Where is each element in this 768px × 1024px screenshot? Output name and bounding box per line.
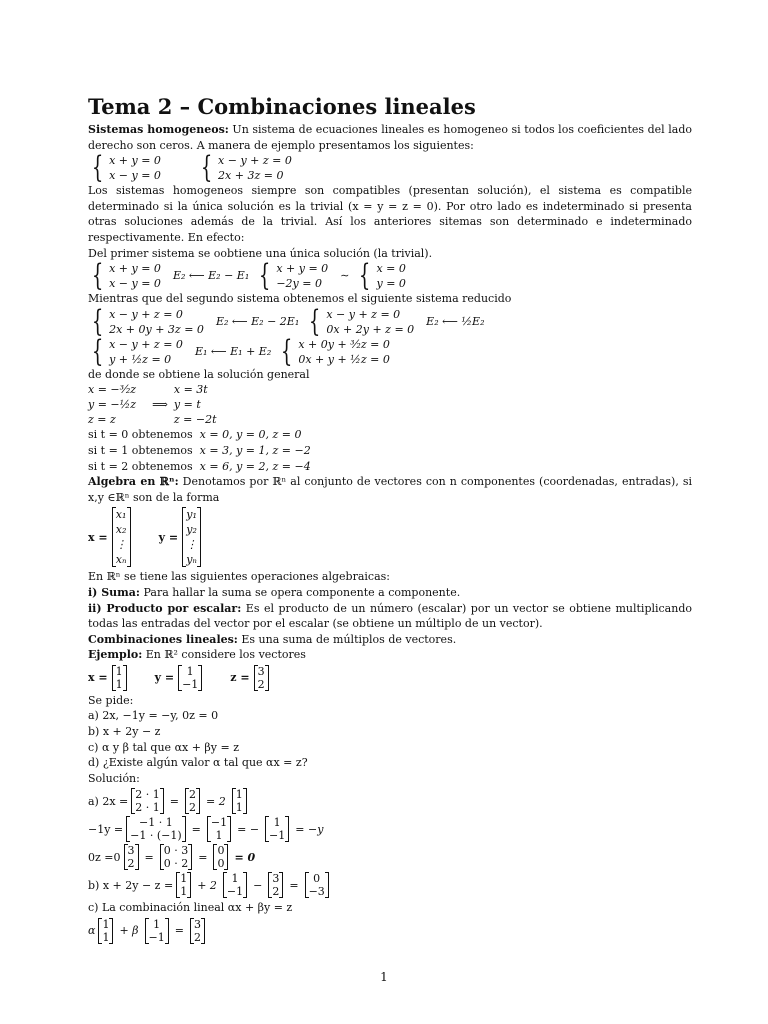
entry: 1 — [115, 664, 123, 678]
entry: 0 · 3 — [163, 844, 189, 858]
entry: 2 — [257, 677, 265, 691]
row-operation: E₁ ⟵ E₁ + E₂ — [194, 344, 272, 358]
matrix — [124, 844, 139, 870]
entry: 1 — [102, 918, 110, 932]
solution-label: Solución: — [88, 771, 140, 785]
solution-a3 — [88, 844, 692, 870]
solution-c — [88, 918, 692, 944]
system: { x − y + z = 0 0x + 2y + z = 0 — [309, 303, 415, 339]
row-operation: E₂ ⟵ E₂ − E₁ — [172, 269, 250, 283]
operations-intro: En ℝⁿ se tiene las siguientes operaciones algebraicas: — [88, 570, 390, 584]
question-b: b) x + 2y − z — [88, 725, 161, 739]
entry: 0 · 2 — [163, 857, 189, 871]
operator: + 2 — [197, 878, 217, 892]
entry: 1 — [231, 872, 239, 886]
combinations-text: Es una suma de múltiplos de vectores. — [237, 632, 457, 646]
section-label-algebra: Algebra en ℝⁿ: — [88, 475, 179, 489]
case-label: si t = 0 obtenemos — [88, 428, 193, 442]
entry: 1 — [273, 816, 281, 830]
eq: z = z — [88, 413, 116, 427]
expr: a) 2x = — [88, 794, 129, 808]
paragraph-second-system: Mientras que del segundo sistema obtenemos el siguiente sistema reducido — [88, 292, 512, 306]
entry: 0 — [217, 844, 225, 858]
eq: x = 0 — [376, 262, 406, 276]
implies-arrow: ⟹ — [152, 398, 168, 412]
entry: 1 — [235, 801, 243, 815]
entry: 1 — [153, 918, 161, 932]
matrix — [160, 844, 193, 870]
solution-a1 — [88, 788, 692, 814]
eq: y = −½z — [88, 398, 137, 412]
entry: 2 — [272, 885, 280, 899]
entry: −3 — [308, 885, 325, 899]
matrix — [213, 844, 228, 870]
vector-y — [178, 665, 202, 691]
question-a: a) 2x, −1y = −y, 0z = 0 — [88, 709, 219, 723]
paragraph-first-system: Del primer sistema se oobtiene una única solución (la trivial). — [88, 246, 433, 260]
expr: α — [88, 924, 96, 938]
sum-text: Para hallar la suma se opera componente a componente. — [139, 585, 461, 599]
scalar-text: Es el producto de un número (escalar) por un vector se obtiene multiplicando todas las entradas del vector por el escalar (se obtiene un múltiplo de un vector). — [88, 601, 692, 631]
matrix — [232, 788, 247, 814]
entry: 1 — [186, 664, 194, 678]
eq: x = 3t — [173, 383, 208, 397]
equals: = − — [237, 822, 260, 836]
case-label: si t = 2 obtenemos — [88, 459, 193, 473]
vector-z — [254, 665, 269, 691]
eq: y + ½z = 0 — [109, 352, 172, 366]
eq: y = t — [173, 398, 201, 412]
operator: − — [253, 878, 263, 892]
example-label: Ejemplo: — [88, 648, 143, 662]
vector-z-label: z = — [230, 671, 250, 685]
linear-combination-def — [88, 632, 692, 648]
matrix — [176, 872, 191, 898]
entry: x₁ — [115, 508, 127, 522]
matrix — [98, 918, 113, 944]
eq: −2y = 0 — [276, 277, 322, 291]
eq: x + y = 0 — [109, 262, 161, 276]
matrix — [268, 872, 283, 898]
entry: 2 — [127, 857, 135, 871]
entry: 2 · 1 — [135, 801, 160, 815]
entry: 3 — [272, 872, 280, 886]
entry: −1 — [182, 677, 199, 691]
entry: y₂ — [186, 523, 197, 537]
equals: = — [289, 878, 299, 892]
entry: 1 — [102, 931, 110, 945]
homogeneous-intro — [88, 122, 692, 153]
sum-label: i) Suma: — [88, 585, 140, 599]
example-vectors — [88, 665, 692, 691]
eq: x − y + z = 0 — [109, 307, 183, 321]
row-operation: E₂ ⟵ E₂ − 2E₁ — [215, 314, 300, 328]
case-value: x = 3, y = 1, z = −2 — [199, 443, 311, 457]
matrix — [207, 816, 231, 842]
system: { x − y + z = 0 2x + 0y + 3z = 0 — [91, 303, 204, 339]
vector-x-label: x = — [88, 671, 108, 685]
entry: 1 — [215, 829, 223, 843]
case-label: si t = 1 obtenemos — [88, 443, 193, 457]
section-label-combinations: Combinaciones lineales: — [88, 632, 238, 646]
entry: −1 — [226, 885, 244, 899]
algebra-intro — [88, 474, 692, 505]
entry: ⋮ — [115, 538, 127, 552]
equals: = — [169, 794, 179, 808]
entry: −1 · (−1) — [130, 829, 182, 843]
matrix — [126, 816, 186, 842]
entry: −1 — [210, 816, 228, 830]
system-a: { x + y = 0 x − y = 0 — [91, 150, 161, 186]
reduction-1 — [88, 258, 692, 294]
vector-definitions — [88, 507, 692, 567]
entry: ⋮ — [186, 538, 198, 552]
eq: x + y = 0 — [276, 262, 329, 276]
entry: 2 — [193, 931, 201, 945]
eq: z = −2t — [173, 413, 217, 427]
eq: x − y + z = 0 — [109, 337, 183, 351]
equivalence-symbol: ∼ — [340, 269, 350, 283]
entry: −1 · 1 — [139, 816, 173, 830]
eq: y = 0 — [376, 277, 406, 291]
vector-x — [112, 507, 131, 567]
system-b: { x − y + z = 0 2x + 3z = 0 — [200, 150, 292, 186]
equals: = — [174, 924, 184, 938]
eq: 2x + 0y + 3z = 0 — [109, 322, 204, 336]
entry: 2 — [188, 788, 196, 802]
reduction-2 — [88, 303, 692, 339]
question-c: c) α y β tal que αx + βy = z — [88, 740, 239, 754]
row-operation: E₂ ⟵ ½E₂ — [426, 314, 485, 328]
equals: = — [144, 850, 154, 864]
matrix — [131, 788, 164, 814]
eq: 2x + 3z = 0 — [218, 169, 284, 183]
entry: 3 — [127, 844, 135, 858]
eq: x − y + z = 0 — [218, 154, 292, 168]
entry: 2 · 1 — [135, 788, 160, 802]
scalar-label: ii) Producto por escalar: — [88, 601, 242, 615]
case-line — [88, 459, 692, 475]
matrix — [265, 816, 289, 842]
equals: = — [198, 850, 208, 864]
entry: 3 — [193, 918, 201, 932]
vector-x — [112, 665, 127, 691]
asked-label: Se pide: — [88, 693, 134, 707]
matrix — [305, 872, 329, 898]
eq: 0x + y + ½z = 0 — [298, 352, 390, 366]
entry: yₙ — [186, 553, 197, 567]
algebra-intro-text: Denotamos por ℝⁿ al conjunto de vectores con n componentes (coordenadas, entradas), si x,y ∈ℝⁿ son de la forma — [88, 475, 693, 504]
matrix — [223, 872, 247, 898]
expr: 0z =0 — [88, 850, 121, 864]
example-systems — [88, 150, 692, 186]
question-d: d) ¿Existe algún valor α tal que αx = z? — [88, 756, 308, 770]
system: { x = 0 y = 0 — [359, 258, 406, 294]
paragraph-compatibility: Los sistemas homogeneos siempre son compatibles (presentan solución), el sistema es compatible determinado si la única solución es la trivial (x = y = z = 0). Por otro lado es indeterminado si presenta otras soluciones además de la trivial. Así los anteriores sitemas son determinado e indeterminado respectivamente. En efecto: — [88, 184, 692, 244]
matrix — [190, 918, 205, 944]
expr: b) x + 2y − z = — [88, 878, 174, 892]
entry: −1 — [148, 931, 165, 945]
solution-b — [88, 872, 692, 898]
entry: 1 — [115, 677, 123, 691]
example-intro — [88, 647, 692, 663]
expr: −1y = — [88, 822, 124, 836]
system: { x + y = 0 x − y = 0 — [91, 258, 161, 294]
vector-x-label: x = — [88, 530, 108, 544]
solution-param-z — [88, 382, 136, 427]
entry: 0 — [217, 857, 225, 871]
result: = 0 — [234, 850, 256, 864]
page-title: Tema 2 – Combinaciones lineales — [88, 94, 476, 119]
entry: −1 — [269, 829, 286, 843]
eq: x + y = 0 — [109, 154, 161, 168]
equals: = 2 — [205, 794, 226, 808]
vector-y — [182, 507, 201, 567]
matrix — [145, 918, 169, 944]
entry: 1 — [180, 885, 188, 899]
case-value: x = 0, y = 0, z = 0 — [199, 428, 302, 442]
entry: 1 — [235, 788, 243, 802]
result: = −y — [295, 822, 324, 836]
entry: 1 — [180, 872, 188, 886]
page-content — [88, 94, 692, 946]
entry: 2 — [188, 801, 196, 815]
equals: = — [191, 822, 201, 836]
example-text: En ℝ² considere los vectores — [142, 648, 306, 662]
vector-y-label: y = — [154, 671, 175, 685]
eq: x = −³⁄₂z — [88, 383, 137, 397]
homogeneous-intro-text: Un sistema de ecuaciones lineales es homogeneo si todos los coeficientes del lado derecho son ceros. A manera de ejemplo presentamos los siguientes: — [88, 123, 692, 152]
general-solution — [88, 382, 692, 427]
entry: x₂ — [115, 523, 127, 537]
system: { x − y + z = 0 y + ½z = 0 — [91, 333, 183, 369]
page-number: 1 — [380, 970, 388, 984]
entry: y₁ — [186, 508, 197, 522]
section-label-homogeneous: Sistemas homogeneos: — [88, 123, 229, 136]
entry: xₙ — [115, 553, 127, 567]
eq: x − y = 0 — [109, 169, 161, 183]
case-value: x = 6, y = 2, z = −4 — [199, 459, 311, 473]
solution-a2 — [88, 816, 692, 842]
system: { x + y = 0 −2y = 0 — [259, 258, 329, 294]
sum-definition — [88, 585, 692, 601]
eq: x − y = 0 — [109, 277, 161, 291]
paragraph-general-solution: de donde se obtiene la solución general — [88, 367, 310, 381]
reduction-3 — [88, 333, 692, 369]
matrix — [185, 788, 200, 814]
entry: 3 — [257, 664, 265, 678]
eq: x + 0y + ³⁄₂z = 0 — [298, 337, 390, 351]
entry: 0 — [313, 872, 321, 886]
solution-param-t — [174, 382, 217, 427]
eq: x − y + z = 0 — [326, 307, 401, 321]
system: { x + 0y + ³⁄₂z = 0 0x + y + ½z = 0 — [281, 333, 390, 369]
case-line — [88, 427, 692, 443]
operator: + β — [119, 924, 139, 938]
vector-y-label: y = — [158, 530, 179, 544]
solution-c-text: c) La combinación lineal αx + βy = z — [88, 901, 293, 915]
case-line — [88, 443, 692, 459]
scalar-definition — [88, 601, 692, 632]
eq: 0x + 2y + z = 0 — [326, 322, 415, 336]
